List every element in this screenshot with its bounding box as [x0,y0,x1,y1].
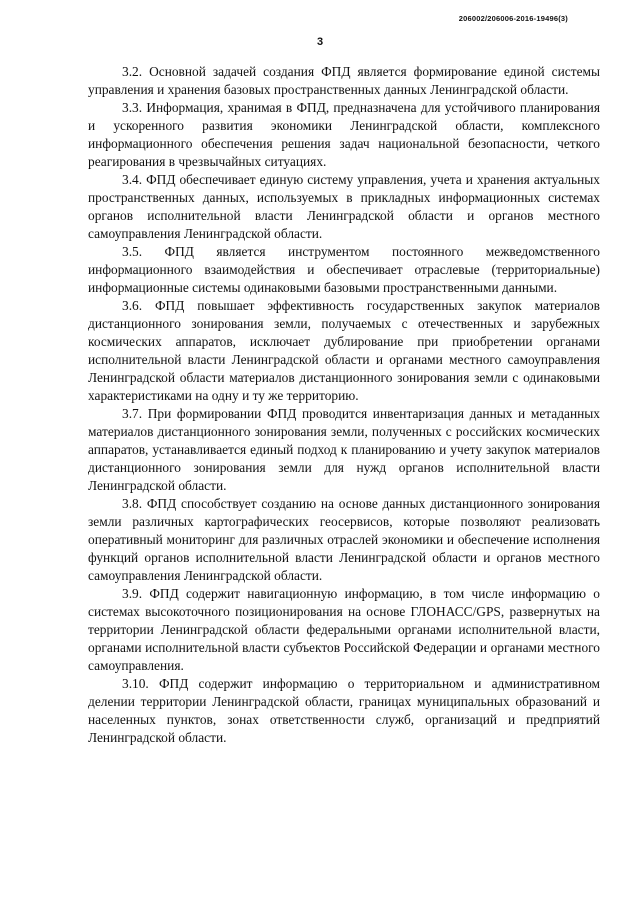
paragraph-3-7: 3.7. При формировании ФПД проводится инвентаризация данных и метаданных материалов дистанционного зонирования земли, полученных с российских космических аппаратов, устанавливается единый подход к планированию и учету закупок материалов дистанционного зонирования земли для нужд органов исполнительной власти Ленинградской области. [88,406,600,493]
body-text [88,63,600,747]
page-number: 3 [316,36,324,48]
paragraph-3-3: 3.3. Информация, хранимая в ФПД, предназначена для устойчивого планирования и ускоренного развития экономики Ленинградской области, комплексного информационного обеспечения решения задач национальной безопасности, четкого реагирования в чрезвычайных ситуациях. [88,100,600,169]
paragraph-3-6: 3.6. ФПД повышает эффективность государственных закупок материалов дистанционного зонирования земли, получаемых с отечественных и зарубежных космических аппаратов, исключает дублирование при приобретении органами исполнительной власти Ленинградской области и органами местного самоуправления Ленинградской области материалов дистанционного зонирования земли с одинаковыми характеристиками на одну и ту же территорию. [88,298,600,403]
paragraph-3-2: 3.2. Основной задачей создания ФПД является формирование единой системы управления и хранения базовых пространственных данных Ленинградской области. [88,64,600,97]
paragraph-3-4: 3.4. ФПД обеспечивает единую систему управления, учета и хранения актуальных пространственных данных, используемых в прикладных информационных системах органов исполнительной власти Ленинградской области и органов местного самоуправления Ленинградской области. [88,172,600,241]
document-id: 206002/206006-2016-19496(3) [458,14,568,23]
paragraph-3-5: 3.5. ФПД является инструментом постоянного межведомственного информационного взаимодействия и обеспечивает отраслевые (территориальные) информационные системы одинаковыми базовыми пространственными данными. [88,244,600,295]
paragraph-3-8: 3.8. ФПД способствует созданию на основе данных дистанционного зонирования земли различных картографических геосервисов, которые позволяют реализовать оперативный мониторинг для различных отраслей экономики и обеспечение исполнения функций органов исполнительной власти Ленинградской области и органов местного самоуправления Ленинградской области. [88,496,600,583]
paragraph-3-9: 3.9. ФПД содержит навигационную информацию, в том числе информацию о системах высокоточного позиционирования на основе ГЛОНАСС/GPS, развернутых на территории Ленинградской области федеральными органами исполнительной власти, органами исполнительной власти субъектов Российской Федерации и органами местного самоуправления. [88,586,600,673]
paragraph-3-10: 3.10. ФПД содержит информацию о территориальном и административном делении территории Ленинградской области, границах муниципальных образований и населенных пунктов, зонах ответственности служб, организаций и предприятий Ленинградской области. [88,676,600,745]
